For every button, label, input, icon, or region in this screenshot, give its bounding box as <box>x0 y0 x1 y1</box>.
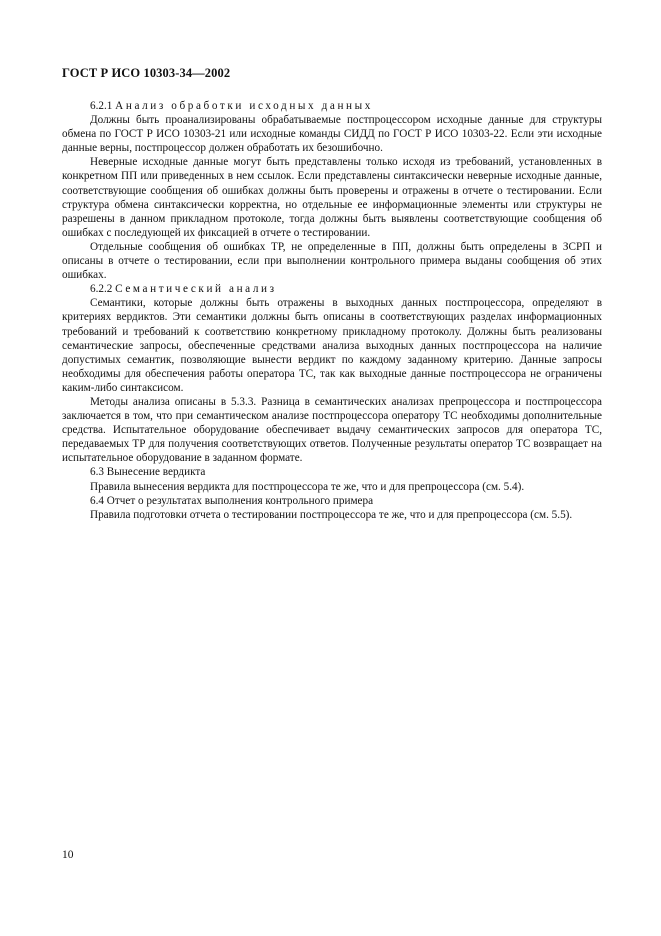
document-body <box>62 99 602 522</box>
page-number: 10 <box>62 849 74 861</box>
paragraph: Методы анализа описаны в 5.3.3. Разница в семантических анализах препроцессора и постпроцессора заключается в том, что при семантическом анализе постпроцессора оператору ТС необходимы дополнительные средства. Испытательное оборудование обеспечивает выдачу семантических запросов для оператора ТС, передаваемых ТР для получения соответствующих ответов. Полученные результаты оператор ТС возвращает на испытательное оборудование в заданном формате. <box>62 395 602 465</box>
section-heading-6-3: 6.3 Вынесение вердикта <box>90 466 206 479</box>
section-heading-6-2-2 <box>62 282 602 296</box>
paragraph: Отдельные сообщения об ошибках ТР, не определенные в ПП, должны быть определены в ЗСРП и описаны в отчете о тестировании, если при выполнении контрольного примера выданы сообщения об этих ошибках. <box>62 240 602 282</box>
paragraph: Неверные исходные данные могут быть представлены только исходя из требований, установленных в конкретном ПП или приведенных в нем ссылок. Если представлены синтаксически неверные исходные данные, соответствующие сообщения об ошибках должны быть проверены и отражены в отчете о тестировании. Если структура обмена синтаксически корректна, но отдельные ее информационные элементы или структуры не разрешены в данном прикладном протоколе, тогда должны быть выявлены соответствующие сообщения об ошибках с последующей их фиксацией в отчете о тестировании. <box>62 156 602 239</box>
paragraph: Правила подготовки отчета о тестировании постпроцессора те же, что и для препроцессора (см. 5.5). <box>90 508 573 521</box>
section-heading-6-2-1 <box>62 99 602 113</box>
paragraph: Семантики, которые должны быть отражены в выходных данных постпроцессора, определяют в критериях вердиктов. Эти семантики должны быть описаны в соответствующих разделах информационных требований и требований к соответствию конкретному прикладному протоколу. Должны быть реализованы семантические запросы, обеспеченные средствами анализа выходных данных постпроцессора на наличие допустимых семантик, позволяющие вынести вердикт по каждому заданному критерию. Данные запросы необходимы для обеспечения работы оператора ТС, так как выходные данные постпроцессора не ограничены каким-либо синтаксисом. <box>62 297 602 394</box>
section-title: Семантический анализ <box>115 283 277 296</box>
section-number: 6.2.2 <box>90 283 113 296</box>
section-heading-6-4: 6.4 Отчет о результатах выполнения контрольного примера <box>90 494 374 507</box>
section-title: Анализ обработки исходных данных <box>115 100 373 112</box>
section-number: 6.2.1 <box>90 100 113 112</box>
document-header: ГОСТ Р ИСО 10303-34—2002 <box>62 66 231 80</box>
paragraph: Правила вынесения вердикта для постпроцессора те же, что и для препроцессора (см. 5.4). <box>90 480 525 493</box>
paragraph: Должны быть проанализированы обрабатываемые постпроцессором исходные данные для структуры обмена по ГОСТ Р ИСО 10303-21 или исходные команды СИДД по ГОСТ Р ИСО 10303-22. Если эти исходные данные верны, постпроцессор должен обработать их безошибочно. <box>62 114 602 155</box>
